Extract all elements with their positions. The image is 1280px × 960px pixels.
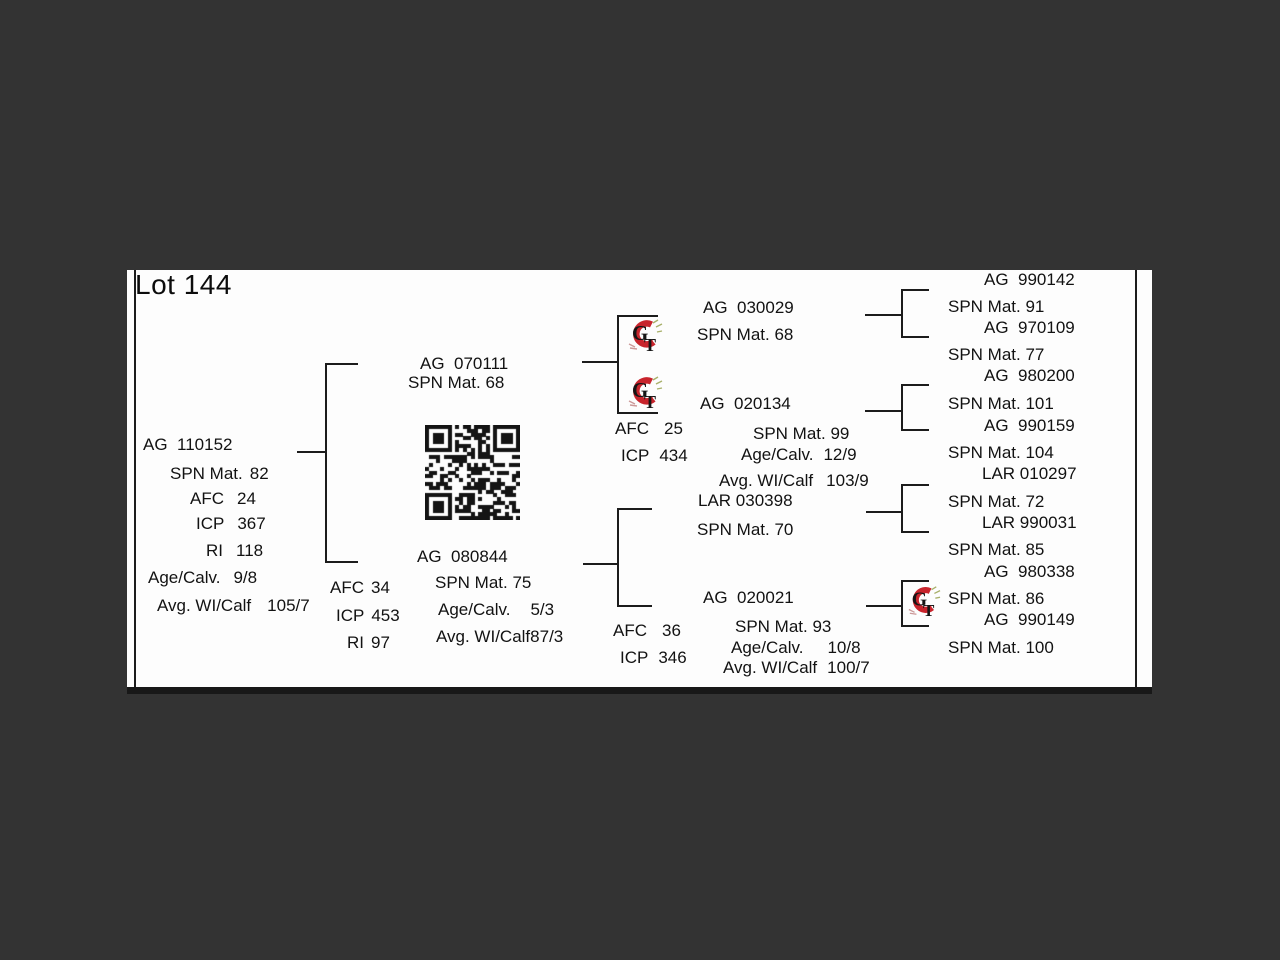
- lot-number: Lot 144: [135, 269, 232, 300]
- connector-line: [901, 289, 929, 291]
- stat-label: Avg. WI/Calf: [723, 658, 818, 677]
- ggp-id: LAR 010297: [982, 464, 1077, 483]
- gt-brand-icon: [905, 584, 943, 618]
- stat-label: ICP: [196, 514, 225, 533]
- dam-stat-row: [330, 578, 390, 598]
- sire-dam-id: AG 020134: [700, 394, 791, 413]
- logo-letter-g: G: [632, 321, 649, 345]
- connector-line: [325, 363, 327, 563]
- gt-brand-icon: [625, 317, 665, 353]
- ggp-id: LAR 990031: [982, 513, 1077, 532]
- sire-spn: SPN Mat. 68: [408, 373, 505, 392]
- ggp-spn: SPN Mat. 91: [948, 297, 1045, 316]
- ggp-id: AG 980200: [984, 366, 1075, 385]
- ggp-spn: SPN Mat. 101: [948, 394, 1054, 413]
- connector-line: [901, 384, 903, 431]
- logo-letter-t: T: [923, 601, 935, 618]
- stat-value: 367: [237, 514, 266, 533]
- connector-line: [901, 384, 929, 386]
- stat-label: AFC: [613, 621, 647, 640]
- stat-label: RI: [206, 541, 223, 560]
- dam-stat-row: [436, 627, 563, 647]
- stat-label: SPN Mat.: [170, 464, 243, 483]
- stat-label: Age/Calv.: [438, 600, 511, 619]
- connector-line: [901, 625, 929, 627]
- connector-line: [901, 531, 929, 533]
- stat-label: AFC: [615, 419, 649, 438]
- dam-stat-row: [347, 633, 390, 653]
- connector-line: [325, 363, 358, 365]
- ggp-spn: SPN Mat. 85: [948, 540, 1045, 559]
- connector-line: [901, 484, 903, 533]
- subject-id: AG 110152: [143, 435, 233, 454]
- subject-stat-row: [148, 568, 257, 588]
- connector-line: [617, 315, 619, 414]
- dam-dam-id: AG 020021: [703, 588, 794, 607]
- ggp-spn: SPN Mat. 86: [948, 589, 1045, 608]
- ggp-id: AG 970109: [984, 318, 1075, 337]
- stat-value: 82: [249, 464, 269, 483]
- connector-line: [901, 580, 903, 627]
- dam-stat-row: [438, 600, 554, 620]
- stat-value: 10/8: [827, 638, 861, 657]
- sire-id: AG 070111: [420, 354, 509, 373]
- ggp-id: AG 990159: [984, 416, 1075, 435]
- subject-stat-row: [190, 489, 256, 509]
- subject-stat-row: [157, 596, 310, 616]
- connector-line: [901, 289, 903, 338]
- connector-line: [865, 314, 901, 316]
- dam-dam-stat-row: [723, 658, 870, 678]
- ggp-spn: SPN Mat. 72: [948, 492, 1045, 511]
- stat-value: 100/7: [827, 658, 870, 677]
- sire-dam-spn: SPN Mat. 99: [753, 424, 850, 443]
- stat-label: Avg. WI/Calf: [719, 471, 814, 490]
- connector-line: [901, 484, 929, 486]
- ggp-id: AG 990142: [984, 270, 1075, 289]
- sire-dam-stat-row: [741, 445, 857, 465]
- stat-value: 9/8: [233, 568, 258, 587]
- subject-stat-row: [170, 464, 269, 484]
- connector-line: [297, 451, 325, 453]
- sire-dam-stat-row: [615, 419, 683, 439]
- ggp-spn: SPN Mat. 100: [948, 638, 1054, 657]
- dam-dam-stat-row: [613, 621, 681, 641]
- connector-line: [901, 429, 929, 431]
- gt-brand-icon: [625, 374, 665, 410]
- stat-label: ICP: [621, 446, 650, 465]
- logo-letter-t: T: [644, 392, 657, 410]
- stat-value: 118: [236, 541, 264, 560]
- stat-label: ICP: [336, 606, 365, 625]
- dam-id: AG 080844: [417, 547, 508, 566]
- left-rule-line: [134, 270, 136, 687]
- stat-value: 87/3: [530, 627, 564, 646]
- stat-label: Age/Calv.: [731, 638, 804, 657]
- stat-value: 24: [237, 489, 256, 508]
- subject-stat-row: [206, 541, 263, 561]
- sire-sire-spn: SPN Mat. 68: [697, 325, 794, 344]
- connector-line: [582, 361, 617, 363]
- pedigree-paper: [127, 270, 1152, 687]
- connector-line: [901, 580, 929, 582]
- stat-label: RI: [347, 633, 364, 652]
- stat-value: 36: [662, 621, 681, 640]
- stat-value: 97: [371, 633, 390, 652]
- stat-label: Age/Calv.: [741, 445, 814, 464]
- stat-label: AFC: [330, 578, 364, 597]
- right-rule-line: [1135, 270, 1137, 687]
- logo-letter-g: G: [911, 588, 928, 611]
- ggp-id: AG 980338: [984, 562, 1075, 581]
- dam-spn: SPN Mat. 75: [435, 573, 532, 592]
- stat-value: 103/9: [826, 471, 869, 490]
- dam-dam-spn: SPN Mat. 93: [735, 617, 832, 636]
- paper-edge-shadow: [127, 687, 1152, 694]
- dam-sire-spn: SPN Mat. 70: [697, 520, 794, 539]
- sire-dam-stat-row: [621, 446, 688, 466]
- sire-dam-stat-row: [719, 471, 869, 491]
- logo-letter-g: G: [632, 378, 649, 402]
- connector-line: [617, 412, 658, 414]
- stat-label: AFC: [190, 489, 224, 508]
- logo-letter-t: T: [644, 335, 657, 353]
- stat-value: 12/9: [823, 445, 857, 464]
- stat-value: 434: [659, 446, 688, 465]
- stat-value: 25: [664, 419, 683, 438]
- sire-sire-id: AG 030029: [703, 298, 794, 317]
- dam-stat-row: [336, 606, 400, 626]
- stat-value: 453: [371, 606, 400, 625]
- stat-label: Avg. WI/Calf: [436, 627, 531, 646]
- stat-value: 105/7: [267, 596, 310, 615]
- connector-line: [901, 336, 929, 338]
- stat-label: ICP: [620, 648, 649, 667]
- ggp-spn: SPN Mat. 77: [948, 345, 1045, 364]
- connector-line: [865, 410, 901, 412]
- stat-value: 34: [371, 578, 390, 597]
- dam-sire-id: LAR 030398: [698, 491, 793, 510]
- connector-line: [617, 605, 652, 607]
- dam-dam-stat-row: [620, 648, 687, 668]
- qr-code: [425, 425, 520, 520]
- stat-value: 5/3: [530, 600, 555, 619]
- connector-line: [325, 561, 358, 563]
- ggp-spn: SPN Mat. 104: [948, 443, 1054, 462]
- connector-line: [866, 511, 901, 513]
- connector-line: [866, 605, 901, 607]
- subject-stat-row: [196, 514, 266, 534]
- ggp-id: AG 990149: [984, 610, 1075, 629]
- connector-line: [617, 508, 652, 510]
- connector-line: [583, 563, 617, 565]
- connector-line: [617, 508, 619, 607]
- stat-value: 346: [658, 648, 687, 667]
- stat-label: Avg. WI/Calf: [157, 596, 252, 615]
- dam-dam-stat-row: [731, 638, 861, 658]
- stat-label: Age/Calv.: [148, 568, 221, 587]
